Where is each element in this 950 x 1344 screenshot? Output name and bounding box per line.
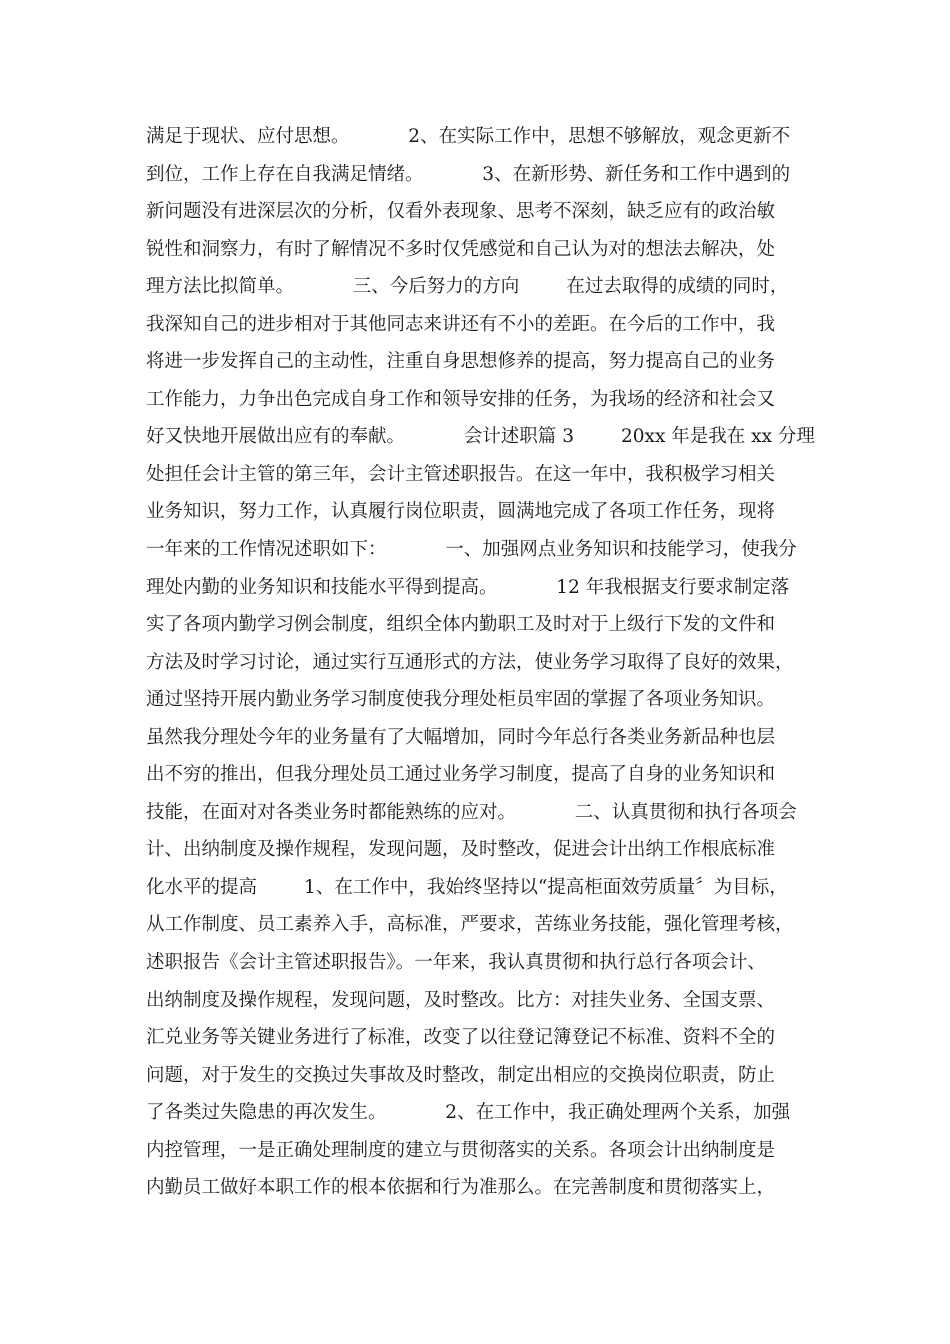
text-line: 处担任会计主管的第三年，会计主管述职报告。在这一年中，我积极学习相关 (146, 463, 776, 485)
text-line: 一年来的工作情况述职如下： 一、加强网点业务知识和技能学习，使我分 (146, 539, 797, 561)
text-line: 出纳制度及操作规程，发现问题，及时整改。比方：对挂失业务、全国支票、 (146, 989, 776, 1011)
text-line: 出不穷的推出，但我分理处员工通过业务学习制度，提高了自身的业务知识和 (146, 764, 776, 786)
text-line: 我深知自己的进步相对于其他同志来讲还有不小的差距。在今后的工作中，我 (146, 313, 776, 335)
text-line: 方法及时学习讨论，通过实行互通形式的方法，使业务学习取得了良好的效果， (146, 651, 794, 673)
text-line: 内勤员工做好本职工作的根本依据和行为准那么。在完善制度和贯彻落实上， (146, 1177, 776, 1199)
text-line: 虽然我分理处今年的业务量有了大幅增加，同时今年总行各类业务新品种也层 (146, 726, 776, 748)
text-line: 了各类过失隐患的再次发生。 2、在工作中，我正确处理两个关系，加强 (146, 1102, 791, 1124)
text-line: 从工作制度、员工素养入手，高标准，严要求，苦练业务技能，强化管理考核， (146, 914, 794, 936)
text-line: 锐性和洞察力，有时了解情况不多时仅凭感觉和自己认为对的想法去解决，处 (146, 238, 776, 260)
text-line: 技能，在面对对各类业务时都能熟练的应对。 二、认真贯彻和执行各项会 (146, 801, 797, 823)
text-line: 计、出纳制度及操作规程，发现问题，及时整改，促进会计出纳工作根底标准 (146, 839, 776, 861)
text-line: 理方法比拟简单。 三、今后努力的方向 在过去取得的成绩的同时， (146, 276, 789, 298)
text-line: 内控管理，一是正确处理制度的建立与贯彻落实的关系。各项会计出纳制度是 (146, 1139, 776, 1161)
body-text (146, 118, 826, 1207)
text-line: 化水平的提高 1、在工作中，我始终坚持以“提高柜面效劳质量〞为目标， (146, 876, 788, 898)
text-line: 业务知识，努力工作，认真履行岗位职责，圆满地完成了各项工作任务，现将 (146, 501, 776, 523)
text-line: 工作能力，力争出色完成自身工作和领导安排的任务，为我场的经济和社会又 (146, 388, 776, 410)
text-line: 新问题没有进深层次的分析，仅看外表现象、思考不深刻，缺乏应有的政治敏 (146, 201, 776, 223)
text-line: 通过坚持开展内勤业务学习制度使我分理处柜员牢固的掌握了各项业务知识。 (146, 689, 776, 711)
text-line: 问题，对于发生的交换过失事故及时整改，制定出相应的交换岗位职责，防止 (146, 1064, 776, 1086)
text-line: 述职报告《会计主管述职报告》。一年来，我认真贯彻和执行总行各项会计、 (146, 952, 766, 974)
text-line: 汇兑业务等关键业务进行了标准，改变了以往登记簿登记不标准、资料不全的 (146, 1027, 776, 1049)
text-line: 实了各项内勤学习例会制度，组织全体内勤职工及时对于上级行下发的文件和 (146, 614, 776, 636)
text-line: 到位，工作上存在自我满足情绪。 3、在新形势、新任务和工作中遇到的 (146, 163, 791, 185)
text-line: 满足于现状、应付思想。 2、在实际工作中，思想不够解放，观念更新不 (146, 126, 791, 147)
text-line: 将进一步发挥自己的主动性，注重自身思想修养的提高，努力提高自己的业务 (146, 351, 776, 373)
text-line: 理处内勤的业务知识和技能水平得到提高。 12 年我根据支行要求制定落 (146, 576, 790, 598)
text-line: 好又快地开展做出应有的奉献。 会计述职篇 3 20xx 年是我在 xx 分理 (146, 426, 815, 448)
